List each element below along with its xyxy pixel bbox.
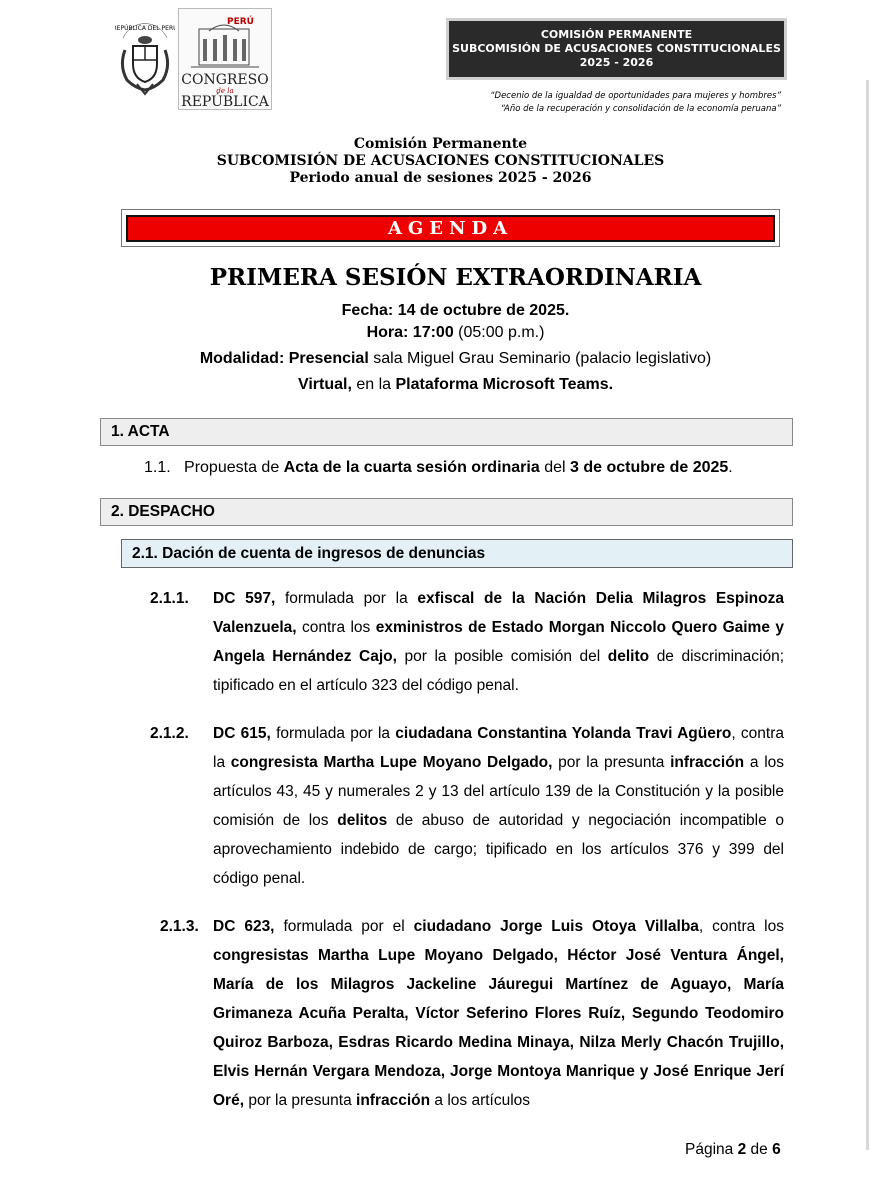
acta-item-text-e: .: [728, 459, 733, 476]
i3-p5: congresistas Martha Lupe Moyano Delgado, Héctor José Ventura Ángel, María de los Milagros Jackeline Jáuregui Martínez de Aguayo, María Grimaneza Acuña Peralta, Víctor Seferino Flores Ruíz, Segundo Teodomiro Quiroz Barboza, Esdras Ricardo Medina Minaya, Nilza Merly Chacón Trujillo, Elvis Hernán Vergara Mendoza, Jorge Montoya Manrique y José Enrique Jerí Oré,: [213, 947, 784, 1109]
i3-p4: , contra los: [698, 918, 784, 935]
item-2-1-1-number: 2.1.1.: [150, 590, 189, 607]
i1-p4: contra los: [296, 619, 376, 636]
i3-p6: por la presunta: [244, 1092, 357, 1109]
acta-item-num: 1.1.: [144, 459, 171, 476]
section-despacho: 2. DESPACHO: [100, 498, 793, 526]
virtual-platform: Plataforma Microsoft Teams.: [395, 376, 614, 393]
item-2-1-2-number: 2.1.2.: [150, 725, 189, 742]
i2-p3: ciudadana Constantina Yolanda Travi Agüero: [395, 725, 732, 742]
logo-de-la: de la: [216, 87, 234, 95]
i1-p3: exfiscal de la Nación Delia Milagros Espinoza Valenzuela,: [213, 590, 784, 636]
i1-p7: delito: [607, 648, 650, 665]
page-label: Página: [685, 1141, 734, 1158]
i2-p10: de abuso de autoridad y negociación incompatible o aprovechamiento indebido de cargo; tipificado en los artículos 376 y 399 del código penal.: [213, 812, 785, 887]
i2-p1: DC 615,: [213, 725, 271, 742]
item-2-1-2-text: [213, 719, 784, 893]
fecha-label: Fecha:: [341, 302, 394, 319]
i1-p6: por la posible comisión del: [396, 648, 608, 665]
virtual-en: en la: [356, 376, 392, 393]
item-2-1-3-number: 2.1.3.: [160, 918, 199, 935]
i2-p4: , contra la: [213, 725, 784, 771]
meta-virtual: [0, 376, 881, 394]
acta-item-text-c: del: [539, 459, 570, 476]
box-line2: SUBCOMISIÓN DE ACUSACIONES CONSTITUCIONALES: [452, 42, 781, 55]
i1-p1: DC 597,: [213, 590, 276, 607]
agenda-label: AGENDA: [126, 215, 775, 242]
i1-p5: exministros de Estado Morgan Niccolo Quero Gaime y Angela Hernández Cajo,: [213, 619, 784, 665]
i2-p8: a los artículos 43, 45 y numerales 2 y 13 del artículo 139 de la Constitución y la posible comisión de los: [213, 754, 785, 829]
i1-p2: formulada por la: [275, 590, 418, 607]
meta-hora: [0, 324, 881, 342]
box-line3: 2025 - 2026: [579, 56, 654, 69]
hora-value: 17:00: [412, 324, 454, 341]
section-acta: 1. ACTA: [100, 418, 793, 446]
acta-item-1-1: [144, 459, 733, 477]
i3-p7: infracción: [356, 1092, 431, 1109]
congreso-logo: [178, 8, 272, 110]
decenio-line2: “Año de la recuperación y consolidación de la economía peruana”: [500, 104, 781, 114]
page-total: 6: [772, 1141, 781, 1158]
page-number: [685, 1141, 781, 1159]
peru-coat-of-arms: [115, 16, 175, 98]
org-title: [0, 136, 881, 187]
org-line3: Periodo anual de sesiones 2025 - 2026: [289, 170, 592, 186]
subsection-dacion: 2.1. Dación de cuenta de ingresos de denuncias: [121, 539, 793, 568]
i2-p9: delitos: [337, 812, 388, 829]
acta-item-text-b: Acta de la cuarta sesión ordinaria: [283, 459, 540, 476]
page-edge-line: [866, 80, 869, 1150]
item-2-1-3-text: [213, 912, 784, 1115]
logo-congreso: CONGRESO: [181, 72, 269, 88]
i2-p2: formulada por la: [270, 725, 396, 742]
shield-text: REPÚBLICA DEL PERÚ: [115, 25, 175, 32]
org-line1: Comisión Permanente: [353, 136, 528, 152]
acta-item-text-a: Propuesta de: [184, 459, 284, 476]
decenio-text: [490, 90, 781, 116]
session-title: PRIMERA SESIÓN EXTRAORDINARIA: [209, 264, 702, 291]
page-de: de: [750, 1141, 768, 1158]
i1-p8: de discriminación; tipificado en el artículo 323 del código penal.: [213, 648, 784, 694]
acta-item-text-d: 3 de octubre de 2025: [570, 459, 729, 476]
hora-label: Hora:: [366, 324, 409, 341]
modalidad-label: Modalidad:: [199, 350, 285, 367]
i2-p7: infracción: [670, 754, 745, 771]
i3-p8: a los artículos: [430, 1092, 531, 1109]
modalidad-presencial: Presencial: [288, 350, 369, 367]
i3-p3: ciudadano Jorge Luis Otoya Villalba: [413, 918, 699, 935]
commission-header-box: [446, 18, 787, 80]
i2-p6: por la presunta: [552, 754, 671, 771]
modalidad-sala: sala Miguel Grau Seminario (palacio legislativo): [373, 350, 712, 367]
hora-paren: (05:00 p.m.): [458, 324, 545, 341]
page-current: 2: [737, 1141, 747, 1158]
logo-republica: REPÚBLICA: [181, 94, 269, 109]
i3-p2: formulada por el: [274, 918, 414, 935]
agenda-banner: [121, 209, 780, 247]
virtual-label: Virtual,: [297, 376, 352, 393]
org-line2: SUBCOMISIÓN DE ACUSACIONES CONSTITUCIONALES: [216, 153, 665, 169]
meta-modalidad: [0, 350, 881, 368]
decenio-line1: “Decenio de la igualdad de oportunidades para mujeres y hombres”: [490, 91, 781, 101]
i3-p1: DC 623,: [213, 918, 275, 935]
logo-peru: PERÚ: [227, 17, 254, 27]
box-line1: COMISIÓN PERMANENTE: [540, 28, 693, 41]
item-2-1-1-text: [213, 584, 784, 700]
fecha-value: 14 de octubre de 2025.: [397, 302, 570, 319]
meta-fecha: [0, 302, 881, 320]
i2-p5: congresista Martha Lupe Moyano Delgado,: [230, 754, 553, 771]
